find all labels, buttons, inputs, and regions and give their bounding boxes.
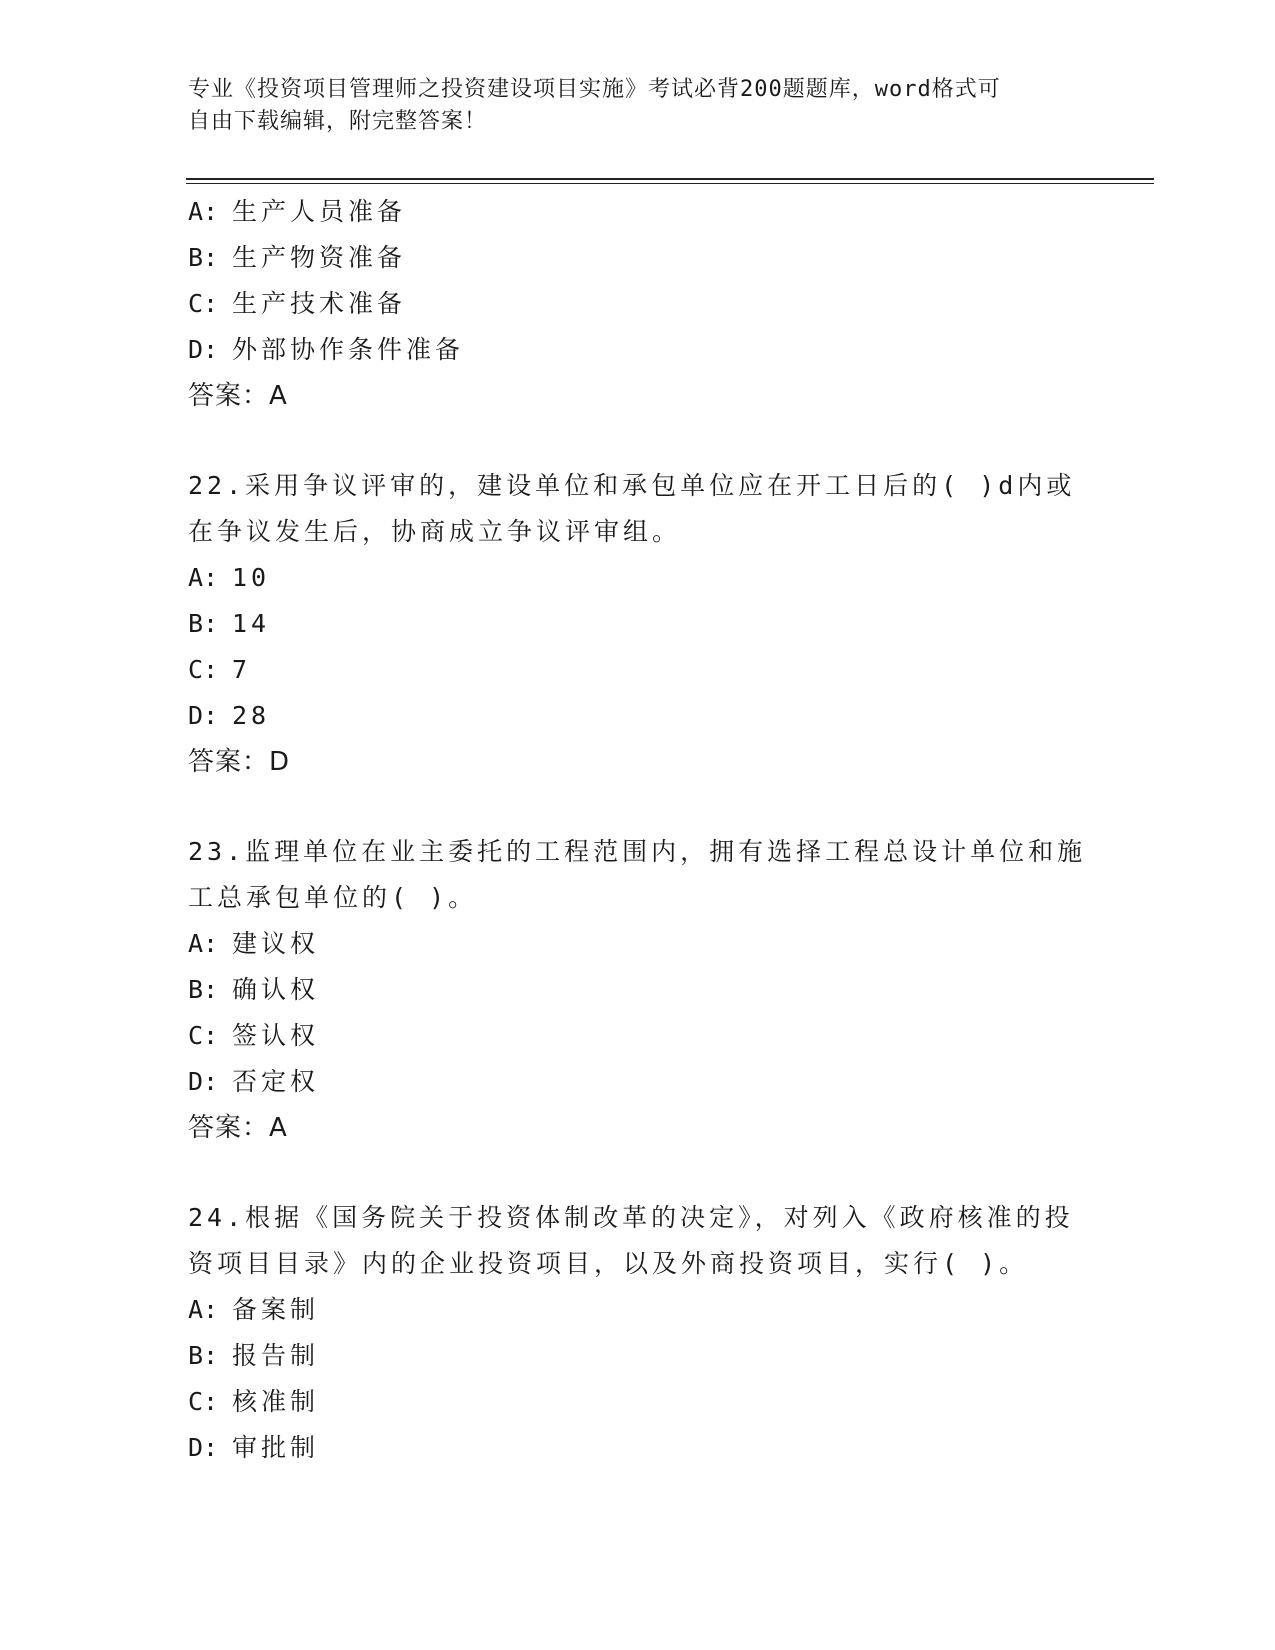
- option-d: D: 外部协作条件准备: [188, 335, 465, 364]
- question-list: [188, 189, 1088, 1471]
- question-stem-line-1: 22.采用争议评审的，建设单位和承包单位应在开工日后的( )d内或: [188, 471, 1076, 500]
- question-22: [188, 463, 1088, 785]
- question-stem-line-2: 资项目目录》内的企业投资项目，以及外商投资项目，实行( )。: [188, 1249, 1029, 1278]
- option-a: A: 生产人员准备: [188, 197, 407, 226]
- header-divider-thin: [186, 183, 1154, 184]
- question-stem-line-2: 工总承包单位的( )。: [188, 883, 478, 912]
- question-stem-line-2: 在争议发生后，协商成立争议评审组。: [188, 517, 682, 546]
- option-d: D: 审批制: [188, 1433, 320, 1462]
- question-21: [188, 189, 1088, 419]
- option-c: C: 签认权: [188, 1021, 320, 1050]
- option-b: B: 确认权: [188, 975, 320, 1004]
- option-b: B: 报告制: [188, 1341, 320, 1370]
- option-a: A: 备案制: [188, 1295, 320, 1324]
- answer: 答案：A: [188, 381, 288, 411]
- answer: 答案：A: [188, 1113, 288, 1143]
- question-24: [188, 1195, 1088, 1471]
- answer: 答案：D: [188, 747, 291, 777]
- option-d: D: 否定权: [188, 1067, 320, 1096]
- option-a: A: 建议权: [188, 929, 320, 958]
- option-b: B: 生产物资准备: [188, 243, 407, 272]
- option-c: C: 核准制: [188, 1387, 320, 1416]
- document-header: [188, 74, 1088, 138]
- option-c: C: 7: [188, 655, 252, 684]
- header-divider-thick: [186, 178, 1154, 180]
- option-a: A: 10: [188, 563, 271, 592]
- option-b: B: 14: [188, 609, 271, 638]
- question-stem-line-1: 23.监理单位在业主委托的工程范围内，拥有选择工程总设计单位和施: [188, 837, 1087, 866]
- option-d: D: 28: [188, 701, 271, 730]
- question-stem-line-1: 24.根据《国务院关于投资体制改革的决定》，对列入《政府核准的投: [188, 1203, 1074, 1232]
- option-c: C: 生产技术准备: [188, 289, 407, 318]
- question-23: [188, 829, 1088, 1151]
- header-line-1: 专业《投资项目管理师之投资建设项目实施》考试必背200题题库，word格式可: [188, 77, 1001, 102]
- header-line-2: 自由下载编辑，附完整答案！: [188, 109, 488, 134]
